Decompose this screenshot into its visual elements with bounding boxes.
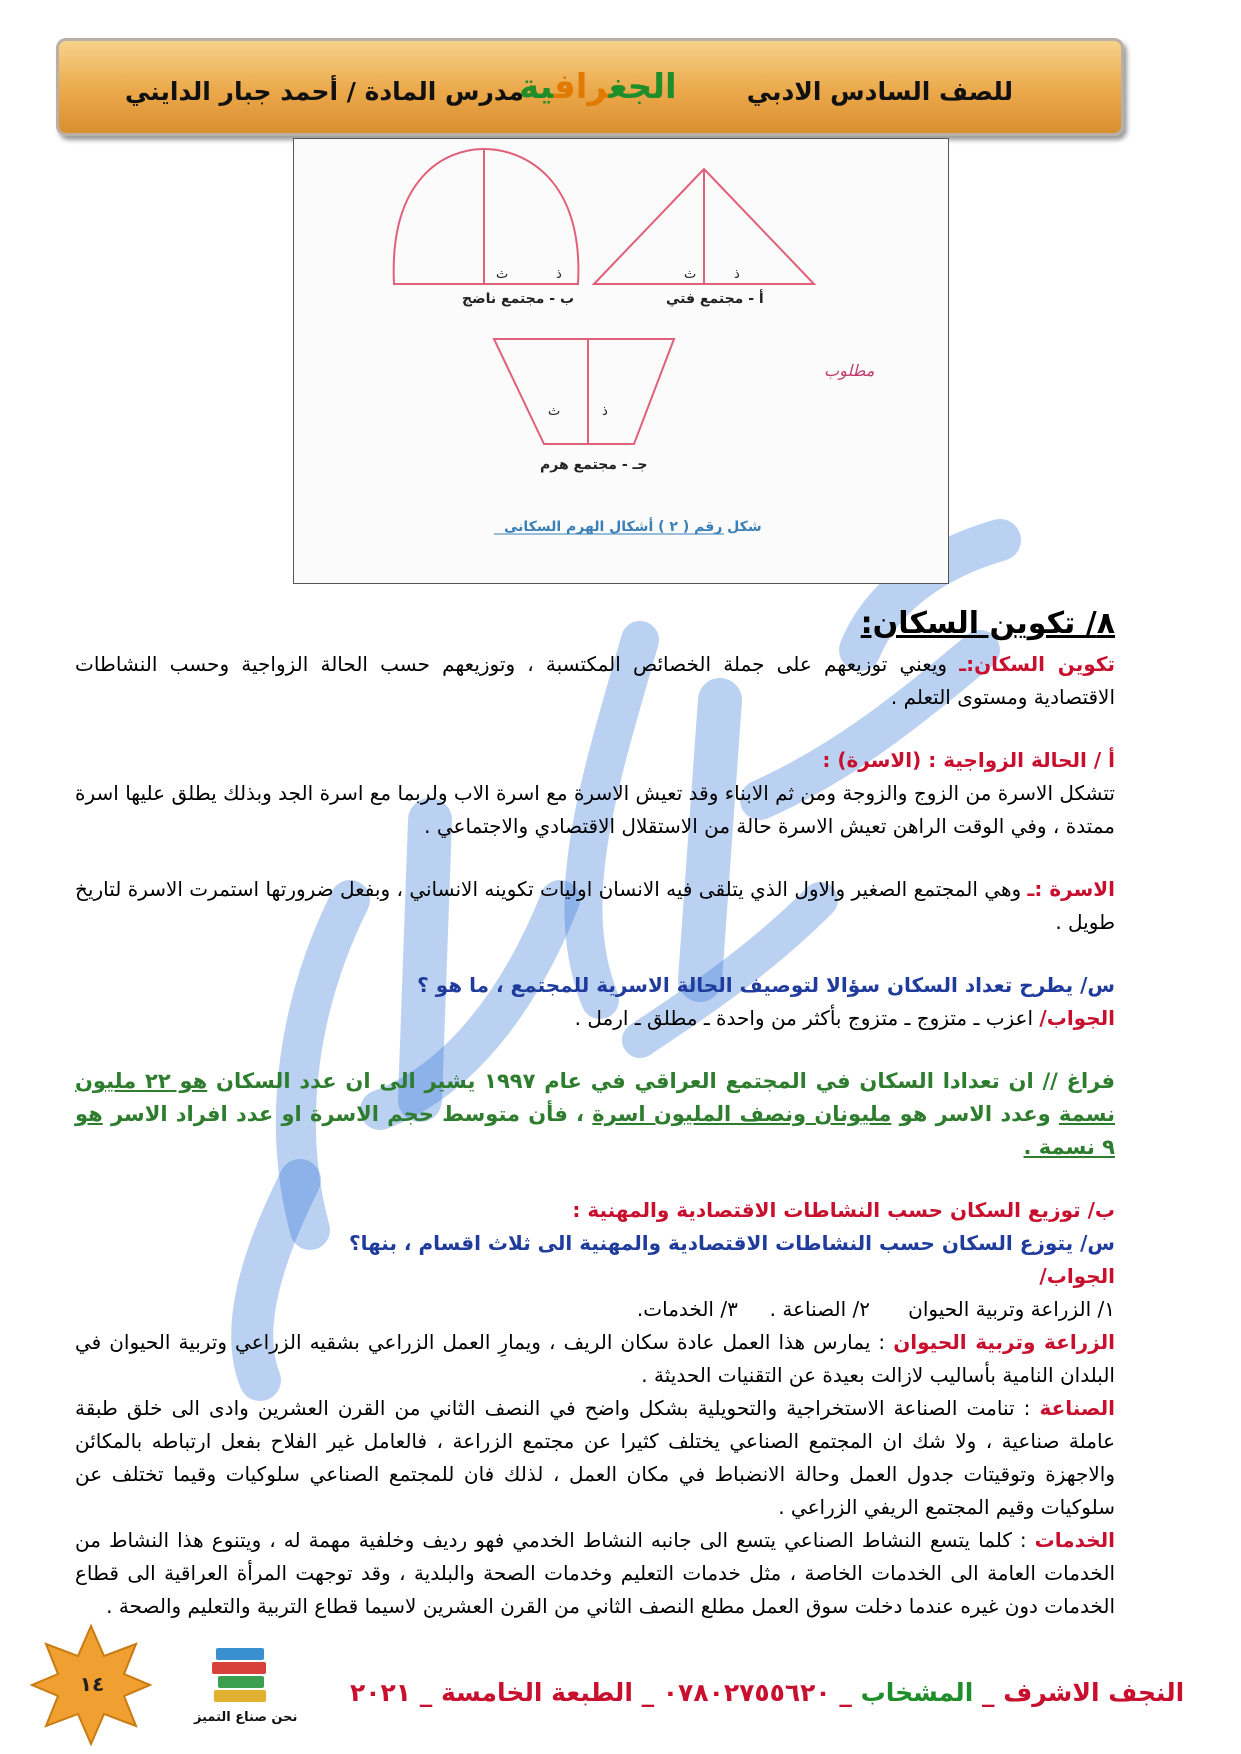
economic-answer-label: الجواب/ (1039, 1264, 1115, 1288)
header-teacher: مدرس المادة / أحمد جبار الدايني (125, 77, 524, 106)
services-text: : كلما يتسع النشاط الصناعي يتسع الى جانبه النشاط الخدمي فهو رديف وخلفية مهمة له ، ويتنوع هذا النشاط من الخدمات العامة الى الخدمات الخاصة ، مثل خدمات التعليم وخدمات الصحة والبلدية ، وقد توجهت المرأة العراقية الى قطاع الخدمات دون غيره عندما دخلت سوق العمل مطلع النصف الثاني من القرن العشرين لاسيما قطاع التربية والتعليم والصحة . (75, 1528, 1115, 1618)
fill-blank-paragraph (75, 1065, 1115, 1164)
axis-female-b: ث (496, 267, 509, 282)
fill-u3: مليونان ونصف المليون اسرة (592, 1102, 892, 1126)
industry-paragraph (75, 1392, 1115, 1524)
fill-t1: فراغ // ان تعدادا السكان في المجتمع العراقي في عام ١٩٩٧ يشير الى ان عدد السكان (207, 1069, 1115, 1093)
footer-rest: _ ٠٧٨٠٢٧٥٥٦٢٠ _ الطبعة الخامسة _ ٢٠٢١ (350, 1678, 861, 1707)
answer-1-label: الجواب/ (1039, 1006, 1115, 1030)
shape-aged-society (494, 339, 674, 444)
agriculture-paragraph (75, 1326, 1115, 1392)
fill-u4: هو ٩ نسمة . (75, 1102, 1115, 1159)
page-header (56, 38, 1124, 136)
shape-mature-society (394, 149, 579, 284)
axis-female-a: ث (684, 267, 697, 282)
intro-term: تكوين السكان:ـ (959, 652, 1115, 676)
footer-city: النجف الاشرف (1003, 1678, 1185, 1707)
fill-u1: هو ٢٢ مليون (75, 1069, 208, 1093)
question-1: س/ يطرح تعداد السكان سؤالا لتوصيف الحالة الاسرية للمجتمع ، ما هو ؟ (417, 973, 1115, 997)
footer-line (350, 1678, 1184, 1707)
header-subject-part3: ية (519, 67, 554, 107)
label-young-society: أ - مجتمع فتي (666, 291, 764, 307)
services-term: الخدمات (1034, 1528, 1115, 1552)
header-grade: للصف السادس الادبي (746, 77, 1013, 106)
intro-text: ويعني توزيعهم على جملة الخصائص المكتسبة ، وتوزيعهم حسب الحالة الزواجية وحسب النشاطات الاقتصادية ومستوى التعلم . (75, 652, 1115, 709)
fill-t3: وعدد الاسر هو (891, 1102, 1059, 1126)
list-item-services: ٣/ الخدمات. (636, 1297, 738, 1321)
list-item-agriculture: ١/ الزراعة وتربية الحيوان (908, 1297, 1115, 1321)
industry-text: : تنامت الصناعة الاستخراجية والتحويلية بشكل واضح في النصف الثاني من القرن العشرين وادى الى خلق طبقة عاملة صناعية ، ولا شك ان المجتمع الصناعي يختلف كثيرا عن مجتمع الزراعة ، فالعامل غير الفلاح بفعل ارتباطه بالمكائن والاجهزة وتوقيتات جدول العمل وحالة الانضباط في مكان العمل ، لذلك فان للمجتمع الصناعي سلوكيات وقيما تختلف عن سلوكيات وقيم المجتمع الريفي الزراعي . (75, 1396, 1115, 1519)
header-subject (519, 67, 677, 107)
family-paragraph (75, 873, 1115, 939)
logo-text: نحن صناع التميز (194, 1710, 298, 1725)
axis-female-c: ث (548, 404, 561, 419)
axis-male-c: ذ (602, 404, 608, 419)
economic-list (75, 1293, 1115, 1326)
intro-paragraph (75, 648, 1115, 714)
fill-u2: نسمة (1058, 1102, 1115, 1126)
economic-question: س/ يتوزع السكان حسب النشاطات الاقتصادية والمهنية الى ثلاث اقسام ، بنها؟ (348, 1231, 1115, 1255)
section-title: ٨/ تكوين السكان: (860, 606, 1115, 641)
header-subject-part1: الجغ (608, 67, 677, 107)
fill-t4: ، فأن متوسط حجم الاسرة او عدد افراد الاسر (102, 1102, 593, 1126)
page-number: ١٤ (79, 1672, 105, 1696)
axis-male-a: ذ (734, 267, 740, 282)
main-content (75, 604, 1115, 1623)
family-text: وهي المجتمع الصغير والاول الذي يتلقى فيه الانسان اوليات تكوينه الانساني ، وبفعل ضرورتها استمرت الاسرة لتاريخ طويل . (75, 877, 1115, 934)
answer-1 (75, 1002, 1115, 1035)
pyramid-figure (293, 138, 949, 584)
header-subject-part2: راف (553, 67, 609, 107)
marital-text: تتشكل الاسرة من الزوج والزوجة ومن ثم الابناء وقد تعيش الاسرة مع اسرة الاب ولربما مع اسرة الجد وبذلك يطلق عليها اسرة ممتدة ، وفي الوقت الراهن تعيش الاسرة حالة من الاستقلال الاقتصادي والاجتماعي . (75, 781, 1115, 838)
family-term: الاسرة :ـ (1027, 877, 1115, 901)
agriculture-text: : يمارس هذا العمل عادة سكان الريف ، ويمارِ العمل الزراعي بشقيه الزراعي وتربية الحيوان في البلدان النامية بأساليب لازالت بعيدة عن التقنيات الحديثة . (75, 1330, 1115, 1387)
figure-caption: شكل رقم ( ٢ ) أشكال الهرم السكاني (504, 519, 762, 535)
footer-district: المشخاب (860, 1678, 974, 1707)
label-mature-society: ب - مجتمع ناضج (462, 291, 575, 307)
marital-heading: أ / الحالة الزواجية : (الاسرة) : (822, 748, 1115, 772)
handwritten-note: مطلوب (824, 361, 875, 380)
agriculture-term: الزراعة وتربية الحيوان (893, 1330, 1115, 1354)
label-aged-society: جـ - مجتمع هرم (540, 457, 648, 473)
list-item-industry: ٢/ الصناعة . (769, 1297, 870, 1321)
books-logo-icon (208, 1638, 272, 1708)
economic-heading: ب/ توزيع السكان حسب النشاطات الاقتصادية والمهنية : (572, 1198, 1115, 1222)
axis-male-b: ذ (556, 267, 562, 282)
industry-term: الصناعة (1039, 1396, 1115, 1420)
answer-1-text: اعزب ـ متزوج ـ متزوج بأكثر من واحدة ـ مطلق ـ ارمل . (574, 1006, 1040, 1030)
services-paragraph (75, 1524, 1115, 1623)
footer-sep: _ (973, 1678, 1004, 1707)
